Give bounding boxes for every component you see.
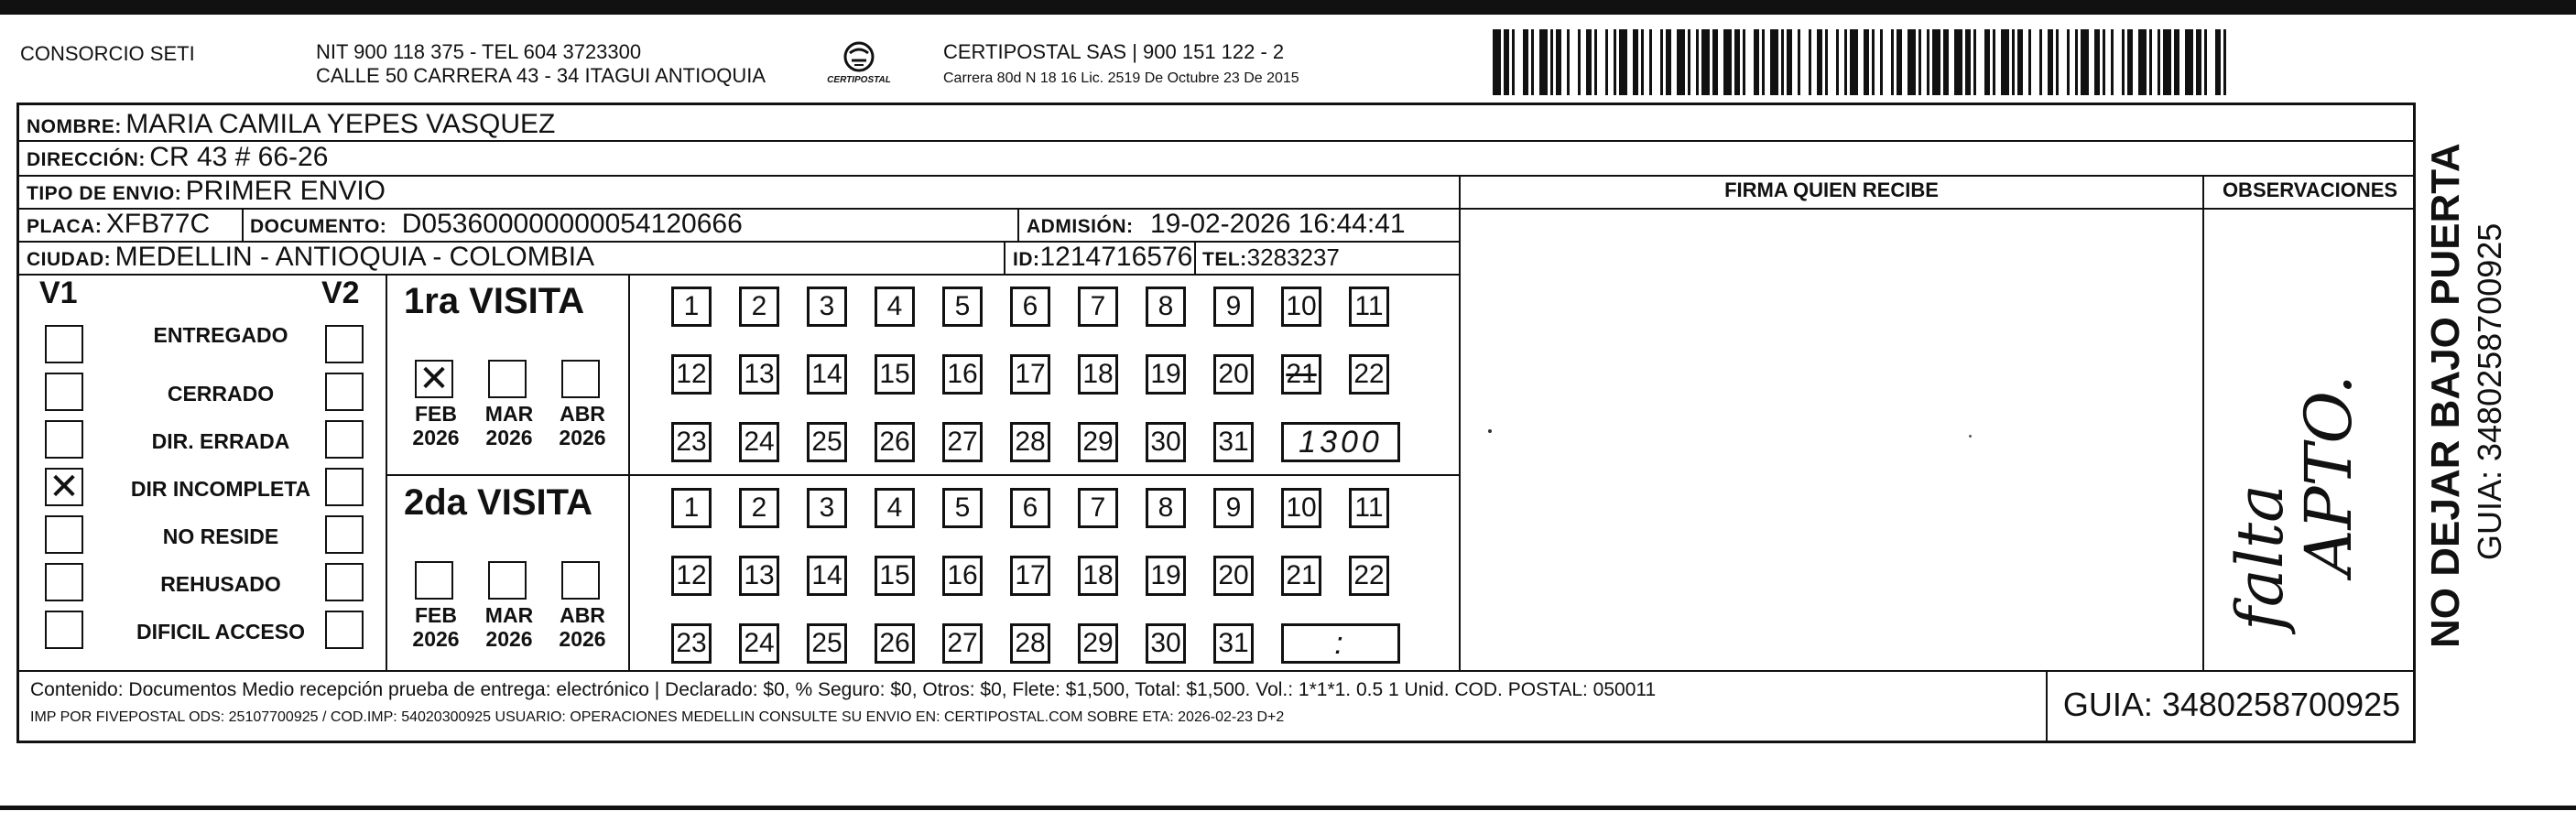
handwritten-note-line1: falta (2223, 484, 2298, 631)
bottom-border-line (0, 806, 2576, 810)
visit2-month-label (554, 603, 611, 651)
visit2-month-label (481, 603, 538, 651)
visit1-day-box[interactable]: 8 (1146, 287, 1186, 327)
visit2-day-box[interactable]: 28 (1010, 623, 1050, 664)
certipostal-logo (818, 37, 900, 93)
visit2-day-box[interactable]: 21 (1281, 556, 1321, 596)
visit2-day-box[interactable]: 26 (875, 623, 915, 664)
visit2-day-box[interactable]: 18 (1078, 556, 1118, 596)
visit1-day-box[interactable]: 18 (1078, 354, 1118, 395)
tel-cell (1202, 242, 1340, 277)
visit1-day-box[interactable]: 27 (942, 422, 983, 462)
visit1-month-label (481, 402, 538, 449)
side-guia: GUIA: 3480258700925 (2471, 222, 2508, 560)
visit1-day-box[interactable]: 31 (1213, 422, 1254, 462)
visit1-day-box[interactable]: 9 (1213, 287, 1254, 327)
nombre-value: MARIA CAMILA YEPES VASQUEZ (125, 109, 556, 139)
visit2-day-box[interactable]: 24 (739, 623, 779, 664)
visit2-day-box[interactable]: 14 (807, 556, 847, 596)
visit1-day-box[interactable]: 15 (875, 354, 915, 395)
nombre-label: NOMBRE: (27, 116, 122, 137)
visit1-day-box[interactable]: 10 (1281, 287, 1321, 327)
status-v1-checkbox[interactable] (45, 420, 83, 459)
footer-guia: GUIA: 3480258700925 (2062, 686, 2401, 723)
address-line: CALLE 50 CARRERA 43 - 34 ITAGUI ANTIOQUIA (316, 64, 766, 87)
license-line: Carrera 80d N 18 16 Lic. 2519 De Octubre 23 De 2015 (943, 70, 1299, 86)
visit1-day-box[interactable]: 26 (875, 422, 915, 462)
nit-line: NIT 900 118 375 - TEL 604 3723300 (316, 40, 642, 63)
visit2-month-checkbox[interactable] (415, 561, 453, 600)
documento-value: D053600000000054120666 (401, 209, 743, 239)
visit2-day-box[interactable]: 11 (1349, 488, 1389, 528)
status-label: NO RESIDE (162, 525, 279, 548)
tipo-row (27, 176, 386, 211)
visit2-day-box[interactable]: 16 (942, 556, 983, 596)
status-label: REHUSADO (160, 572, 281, 596)
status-v2-checkbox[interactable] (325, 420, 364, 459)
visit1-day-box[interactable]: 7 (1078, 287, 1118, 327)
id-label: ID: (1013, 249, 1040, 270)
status-v2-checkbox[interactable] (325, 611, 364, 649)
visit1-month-checkbox[interactable]: ✕ (415, 360, 453, 398)
footer-imp-line: IMP POR FIVEPOSTAL ODS: 25107700925 / COD.IMP: 54020300925 USUARIO: OPERACIONES MEDELLIN CONSULTE SU ENVIO EN: CERTIPOSTAL.COM SOBRE ETA: 2026-02-23 D+2 (30, 709, 1285, 725)
visit1-month-label (554, 402, 611, 449)
admision-cell (1027, 209, 1406, 244)
visit1-day-box[interactable]: 13 (739, 354, 779, 395)
delivery-form (16, 103, 2416, 743)
status-v1-checkbox[interactable] (45, 515, 83, 554)
visit2-day-box[interactable]: 27 (942, 623, 983, 664)
tipo-label: TIPO DE ENVIO: (27, 183, 182, 204)
status-v1-checkbox[interactable] (45, 563, 83, 601)
tipo-value: PRIMER ENVIO (185, 176, 386, 206)
visit2-day-box[interactable]: 9 (1213, 488, 1254, 528)
visit1-day-box[interactable]: 19 (1146, 354, 1186, 395)
admision-label: ADMISIÓN: (1027, 216, 1134, 237)
month-year: 2026 (412, 426, 460, 449)
visit1-time-box[interactable]: 1300 (1281, 422, 1400, 462)
status-v1-checkbox[interactable] (45, 611, 83, 649)
visit2-day-box[interactable]: 30 (1146, 623, 1186, 664)
month-name: FEB (415, 603, 457, 627)
status-v2-checkbox[interactable] (325, 515, 364, 554)
tel-value: 3283237 (1246, 243, 1340, 271)
v2-header: V2 (321, 276, 360, 310)
visit1-day-box[interactable]: 16 (942, 354, 983, 395)
visit1-day-box[interactable]: 3 (807, 287, 847, 327)
observaciones-header: OBSERVACIONES (2222, 178, 2398, 201)
visit1-day-box[interactable]: 23 (671, 422, 712, 462)
month-name: MAR (484, 603, 534, 627)
handwritten-note-line2: APTO. (2291, 374, 2366, 576)
top-border-bar (0, 0, 2576, 15)
visit2-day-box[interactable]: 23 (671, 623, 712, 664)
footer-content-line: Contenido: Documentos Medio recepción prueba de entrega: electrónico | Declarado: $0, % Seguro: $0, Otros: $0, Flete: $1,500, Total: $1,500. Vol.: 1*1*1. 0.5 1 Unid. COD. POSTAL: 050011 (30, 679, 1657, 700)
status-v1-checkbox[interactable] (45, 373, 83, 411)
visit1-day-box[interactable]: 5 (942, 287, 983, 327)
visit2-day-box[interactable]: 15 (875, 556, 915, 596)
visit2-day-box[interactable]: 31 (1213, 623, 1254, 664)
id-value: 1214716576 (1039, 242, 1193, 272)
visit2-day-box[interactable]: 29 (1078, 623, 1118, 664)
visit1-day-box[interactable]: 6 (1010, 287, 1050, 327)
visit2-day-box[interactable]: 12 (671, 556, 712, 596)
visit2-day-box[interactable]: 17 (1010, 556, 1050, 596)
visit2-day-box[interactable]: 25 (807, 623, 847, 664)
documento-label: DOCUMENTO: (250, 216, 387, 237)
visit1-day-box[interactable]: 11 (1349, 287, 1389, 327)
documento-cell (250, 209, 743, 244)
certipostal-line: CERTIPOSTAL SAS | 900 151 122 - 2 (943, 40, 1285, 63)
visit1-day-box[interactable]: 14 (807, 354, 847, 395)
month-year: 2026 (412, 627, 460, 651)
visit2-day-box[interactable]: 20 (1213, 556, 1254, 596)
visit1-day-box[interactable]: 24 (739, 422, 779, 462)
visit1-day-box[interactable]: 29 (1078, 422, 1118, 462)
month-year: 2026 (559, 426, 606, 449)
visit1-day-box[interactable]: 12 (671, 354, 712, 395)
visit1-month-label (408, 402, 464, 449)
visit1-day-box[interactable]: 30 (1146, 422, 1186, 462)
status-v2-checkbox[interactable] (325, 563, 364, 601)
visit2-time-box[interactable]: : (1281, 623, 1400, 664)
placa-value: XFB77C (105, 209, 211, 239)
visit1-day-box[interactable]: 25 (807, 422, 847, 462)
direccion-label: DIRECCIÓN: (27, 149, 146, 170)
visit2-month-checkbox[interactable] (488, 561, 527, 600)
status-label: DIFICIL ACCESO (136, 620, 305, 644)
month-year: 2026 (559, 627, 606, 651)
ciudad-value: MEDELLIN - ANTIOQUIA - COLOMBIA (114, 242, 595, 272)
visit2-day-box[interactable]: 7 (1078, 488, 1118, 528)
visit2-day-box[interactable]: 10 (1281, 488, 1321, 528)
month-name: MAR (484, 402, 534, 426)
ciudad-cell (27, 242, 594, 277)
visit2-title: 2da VISITA (404, 482, 592, 523)
status-v1-checkbox[interactable]: ✕ (45, 468, 83, 506)
status-label: CERRADO (167, 382, 275, 406)
visit1-day-box[interactable]: 4 (875, 287, 915, 327)
firma-header: FIRMA QUIEN RECIBE (1724, 178, 1939, 201)
visit1-month-checkbox[interactable] (561, 360, 600, 398)
visit1-day-box[interactable]: 28 (1010, 422, 1050, 462)
month-name: ABR (560, 603, 605, 627)
direccion-value: CR 43 # 66-26 (149, 142, 329, 172)
status-v2-checkbox[interactable] (325, 468, 364, 506)
visit1-month-checkbox[interactable] (488, 360, 527, 398)
visit1-day-box[interactable]: 21 (1281, 354, 1321, 395)
logo-text: CERTIPOSTAL (827, 75, 891, 85)
status-v1-checkbox[interactable] (45, 325, 83, 363)
ciudad-label: CIUDAD: (27, 249, 112, 270)
month-year: 2026 (485, 627, 533, 651)
visit2-month-checkbox[interactable] (561, 561, 600, 600)
v1-header: V1 (39, 276, 78, 310)
visit1-day-box[interactable]: 22 (1349, 354, 1389, 395)
visit2-day-box[interactable]: 5 (942, 488, 983, 528)
visit2-month-label (408, 603, 464, 651)
visit1-day-box[interactable]: 2 (739, 287, 779, 327)
month-name: ABR (560, 402, 605, 426)
status-label: DIR INCOMPLETA (130, 477, 311, 501)
visit2-day-box[interactable]: 13 (739, 556, 779, 596)
status-v2-checkbox[interactable] (325, 373, 364, 411)
status-v2-checkbox[interactable] (325, 325, 364, 363)
visit1-day-box[interactable]: 1 (671, 287, 712, 327)
visit2-day-box[interactable]: 22 (1349, 556, 1389, 596)
admision-value: 19-02-2026 16:44:41 (1149, 209, 1406, 239)
month-year: 2026 (485, 426, 533, 449)
visit2-day-box[interactable]: 6 (1010, 488, 1050, 528)
tel-label: TEL: (1202, 249, 1247, 270)
month-name: FEB (415, 402, 457, 426)
visit1-day-box[interactable]: 20 (1213, 354, 1254, 395)
status-label: DIR. ERRADA (151, 429, 290, 453)
visit1-day-box[interactable]: 17 (1010, 354, 1050, 395)
visit2-day-box[interactable]: 4 (875, 488, 915, 528)
visit2-day-box[interactable]: 8 (1146, 488, 1186, 528)
status-label: ENTREGADO (153, 323, 288, 347)
no-dejar-warning: NO DEJAR BAJO PUERTA (2423, 143, 2468, 648)
company-name: CONSORCIO SETI (20, 42, 195, 65)
barcode (1493, 29, 2225, 95)
visit2-day-box[interactable]: 2 (739, 488, 779, 528)
placa-cell (27, 209, 210, 244)
id-cell (1013, 242, 1192, 277)
visit2-day-box[interactable]: 19 (1146, 556, 1186, 596)
visit2-day-box[interactable]: 1 (671, 488, 712, 528)
visit1-title: 1ra VISITA (404, 281, 585, 321)
observaciones-area[interactable] (2204, 210, 2416, 670)
visit2-day-box[interactable]: 3 (807, 488, 847, 528)
signature-area[interactable] (1461, 210, 2202, 670)
direccion-row (27, 142, 328, 178)
nombre-row (27, 109, 555, 145)
placa-label: PLACA: (27, 216, 103, 237)
